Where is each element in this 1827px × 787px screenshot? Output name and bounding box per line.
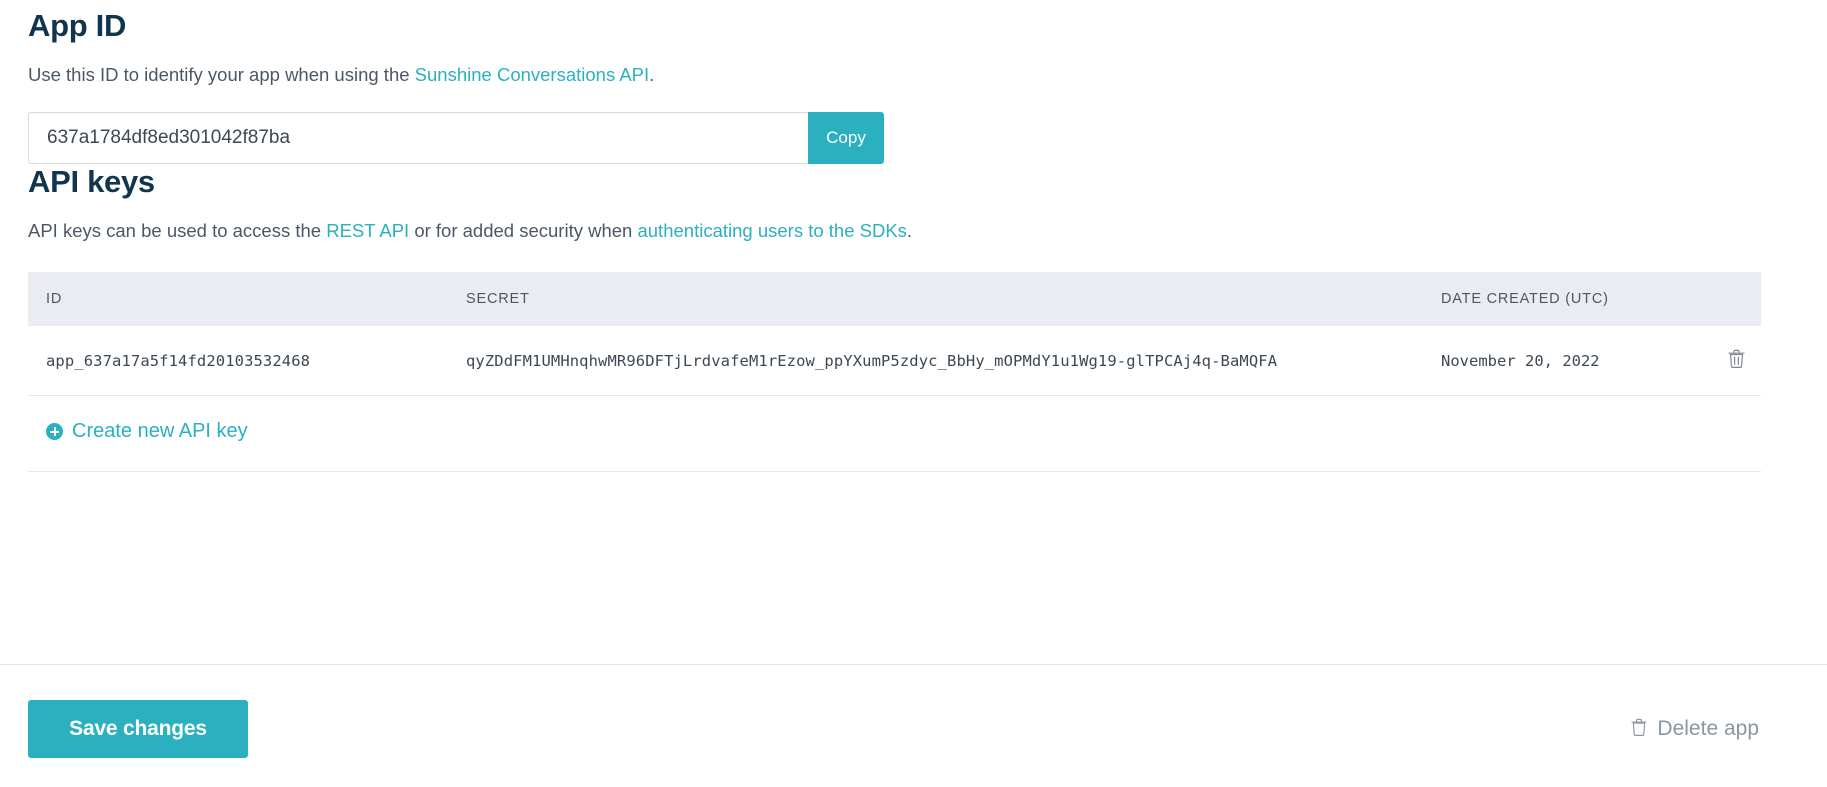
sunshine-conversations-api-link[interactable]: Sunshine Conversations API xyxy=(414,64,650,85)
api-keys-description-middle: or for added security when xyxy=(409,219,638,241)
page-footer xyxy=(28,700,1799,758)
column-header-id: ID xyxy=(28,272,448,326)
column-header-secret: SECRET xyxy=(448,272,1423,326)
footer-divider xyxy=(0,664,1827,665)
app-id-description-suffix: . xyxy=(649,64,655,85)
delete-app-button[interactable] xyxy=(1631,717,1759,741)
api-keys-description xyxy=(28,218,1799,244)
column-header-actions xyxy=(1693,272,1761,326)
api-keys-heading: API keys xyxy=(28,163,155,199)
api-keys-description-suffix: . xyxy=(906,219,913,241)
api-keys-table xyxy=(28,272,1761,397)
api-keys-description-prefix: API keys can be used to access the xyxy=(28,219,327,241)
trash-icon[interactable] xyxy=(1728,349,1745,372)
app-id-description xyxy=(28,62,1799,88)
app-id-description-prefix: Use this ID to identify your app when using the xyxy=(28,64,415,85)
column-header-date-created: DATE CREATED (UTC) xyxy=(1423,272,1693,326)
plus-circle-icon xyxy=(46,423,63,440)
save-changes-button[interactable]: Save changes xyxy=(28,700,248,758)
app-id-field-row xyxy=(28,112,884,164)
delete-app-label: Delete app xyxy=(1657,717,1759,740)
api-keys-table-header xyxy=(28,272,1761,326)
authenticating-users-sdk-link[interactable]: authenticating users to the SDKs xyxy=(637,219,907,241)
table-row xyxy=(28,326,1761,396)
api-keys-table-body xyxy=(28,326,1761,396)
create-api-key-row xyxy=(28,396,1761,472)
api-key-date-created: November 20, 2022 xyxy=(1423,326,1693,396)
table-header-row xyxy=(28,272,1761,326)
create-new-api-key-button[interactable] xyxy=(46,420,248,443)
api-key-secret: qyZDdFM1UMHnqhwMR96DFTjLrdvafeM1rEzow_ppYXumP5zdyc_BbHy_mOPMdY1u1Wg19-glTPCAj4q-BaMQFA xyxy=(448,326,1423,396)
trash-icon xyxy=(1631,718,1647,740)
api-key-delete-cell xyxy=(1693,326,1761,396)
app-id-heading: App ID xyxy=(28,8,127,43)
app-id-input[interactable] xyxy=(28,112,808,164)
api-key-id: app_637a17a5f14fd20103532468 xyxy=(28,326,448,396)
copy-button[interactable]: Copy xyxy=(808,112,884,164)
rest-api-link[interactable]: REST API xyxy=(326,219,410,241)
create-new-api-key-label: Create new API key xyxy=(72,420,248,443)
